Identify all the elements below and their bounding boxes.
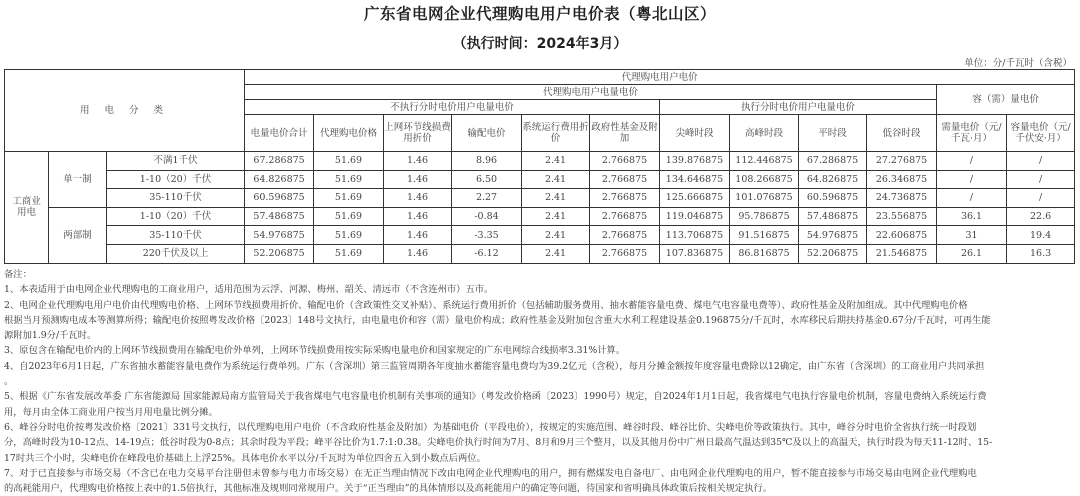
- price-cell: /: [937, 152, 1007, 171]
- voltage-cell: 1-10（20）千伏: [107, 207, 245, 226]
- group-header-tou: 执行分时电价用户电量电价: [660, 100, 937, 115]
- category-header: 用 电 分 类: [5, 70, 245, 152]
- price-cell: 26.1: [937, 244, 1007, 263]
- price-cell: /: [1007, 189, 1075, 208]
- price-cell: 22.606875: [867, 226, 937, 245]
- price-cell: 21.546875: [867, 244, 937, 263]
- price-cell: 1.46: [384, 152, 452, 171]
- price-cell: 134.646875: [660, 170, 730, 189]
- category-cell: 工商业用电: [5, 152, 49, 264]
- price-cell: 67.286875: [245, 152, 314, 171]
- column-header: 输配电价: [452, 115, 522, 152]
- price-cell: 2.766875: [590, 207, 660, 226]
- price-cell: 2.766875: [590, 244, 660, 263]
- voltage-cell: 1-10（20）千伏: [107, 170, 245, 189]
- price-cell: 1.46: [384, 244, 452, 263]
- price-cell: 1.46: [384, 170, 452, 189]
- price-cell: 2.41: [522, 226, 590, 245]
- note-line: 源附加1.9分/千瓦时。: [4, 330, 97, 342]
- table-row: [5, 170, 1075, 189]
- price-cell: -6.12: [452, 244, 522, 263]
- price-cell: 2.766875: [590, 226, 660, 245]
- price-cell: 2.41: [522, 170, 590, 189]
- price-cell: 26.346875: [867, 170, 937, 189]
- tariff-type-cell: 两部制: [49, 207, 107, 263]
- price-cell: /: [937, 170, 1007, 189]
- notes-section: [4, 267, 1076, 496]
- price-cell: 2.27: [452, 189, 522, 208]
- column-header: 尖峰时段: [660, 115, 730, 152]
- price-cell: 16.3: [1007, 244, 1075, 263]
- price-cell: 52.206875: [799, 244, 867, 263]
- page-title: 广东省电网企业代理购电用户电价表（粤北山区）: [363, 5, 716, 23]
- price-cell: 1.46: [384, 207, 452, 226]
- price-cell: 2.766875: [590, 170, 660, 189]
- price-cell: 91.516875: [730, 226, 799, 245]
- price-cell: 1.46: [384, 226, 452, 245]
- price-cell: 2.41: [522, 152, 590, 171]
- notes-heading: 备注：: [4, 269, 32, 280]
- price-cell: 8.96: [452, 152, 522, 171]
- price-cell: 125.666875: [660, 189, 730, 208]
- price-cell: 51.69: [314, 152, 384, 171]
- tariff-type-cell: 单一制: [49, 152, 107, 208]
- column-header: 平时段: [799, 115, 867, 152]
- price-cell: /: [937, 189, 1007, 208]
- price-cell: 57.486875: [245, 207, 314, 226]
- price-cell: /: [1007, 170, 1075, 189]
- column-header: 系统运行费用折价: [522, 115, 590, 152]
- group-header-top: 代理购电用户电价: [245, 70, 1075, 85]
- price-cell: 119.046875: [660, 207, 730, 226]
- note-line: 根据当月预测购电成本等测算所得；输配电价按照粤发改价格〔2023〕148号文执行，由电量电价和容（需）量电价构成；政府性基金及附加包含重大水利工程建设基金0.196875分/千瓦时，水库移民后期扶持基金0.67分/千瓦时，可再生能: [4, 314, 991, 326]
- price-cell: 36.1: [937, 207, 1007, 226]
- note-line: 。: [4, 376, 14, 388]
- price-cell: 60.596875: [799, 189, 867, 208]
- note-line: 17时共三个小时，尖峰电价在峰段电价基础上上浮25%。具体电价水平以分/千瓦时为单位四舍五入到小数点后两位。: [4, 452, 486, 464]
- price-cell: 1.46: [384, 189, 452, 208]
- unit-label: 单位：分/千瓦时（含税）: [964, 58, 1072, 69]
- price-cell: -3.35: [452, 226, 522, 245]
- price-cell: 51.69: [314, 170, 384, 189]
- price-cell: 95.786875: [730, 207, 799, 226]
- voltage-cell: 35-110千伏: [107, 189, 245, 208]
- price-cell: 108.266875: [730, 170, 799, 189]
- price-cell: 54.976875: [245, 226, 314, 245]
- price-cell: 6.50: [452, 170, 522, 189]
- group-header-no-tou: 不执行分时电价用户电量电价: [245, 100, 660, 115]
- price-cell: 51.69: [314, 207, 384, 226]
- price-cell: 86.816875: [730, 244, 799, 263]
- price-cell: 2.41: [522, 189, 590, 208]
- price-cell: 64.826875: [799, 170, 867, 189]
- price-cell: 2.41: [522, 207, 590, 226]
- price-cell: 54.976875: [799, 226, 867, 245]
- price-cell: 57.486875: [799, 207, 867, 226]
- price-cell: 19.4: [1007, 226, 1075, 245]
- column-header: 高峰时段: [730, 115, 799, 152]
- note-line: 5、根据《广东省发展改革委 广东省能源局 国家能源局南方监管局关于我省煤电气电容量电价机制有关事项的通知》（粤发改价格函〔2023〕1990号）规定，自2024年1月1日起，我省煤电气电执行容量电价机制，容量电费纳入系统运行费: [4, 391, 987, 403]
- price-cell: 67.286875: [799, 152, 867, 171]
- voltage-cell: 220千伏及以上: [107, 244, 245, 263]
- column-header: 政府性基金及附加: [590, 115, 660, 152]
- table-row: [5, 244, 1075, 263]
- note-line: 7、对于已直接参与市场交易（不含已在电力交易平台注册但未曾参与电力市场交易）在无正当理由情况下改由电网企业代理购电的用户，拥有燃煤发电自备电厂、由电网企业代理购电的用户，暂不能直接参与市场交易由电网企业代理购电: [4, 467, 977, 479]
- price-cell: 31: [937, 226, 1007, 245]
- price-cell: 60.596875: [245, 189, 314, 208]
- price-cell: 51.69: [314, 244, 384, 263]
- group-header-capacity: 容（需）量电价: [937, 85, 1075, 115]
- group-header-energy: 代理购电用户电量电价: [245, 85, 937, 100]
- price-cell: -0.84: [452, 207, 522, 226]
- price-cell: 139.876875: [660, 152, 730, 171]
- table-row: [5, 207, 1075, 226]
- table-row: [5, 189, 1075, 208]
- voltage-cell: 35-110千伏: [107, 226, 245, 245]
- column-header: 上网环节线损费用折价: [384, 115, 452, 152]
- price-cell: 112.446875: [730, 152, 799, 171]
- table-row: [5, 152, 1075, 171]
- note-line: 2、电网企业代理购电用户电价由代理购电价格、上网环节线损费用折价、输配电价（含政策性交叉补贴）、系统运行费用折价（包括辅助服务费用、抽水蓄能容量电费、煤电气电容量电费等）、政府性基金及附加组成。其中代理购电价格: [4, 299, 968, 311]
- price-cell: 113.706875: [660, 226, 730, 245]
- voltage-cell: 不满1千伏: [107, 152, 245, 171]
- column-header: 容量电价（元/千伏安·月）: [1007, 115, 1075, 152]
- price-cell: 23.556875: [867, 207, 937, 226]
- note-line: 用，每月由全体工商业用户按当月用电量比例分摊。: [4, 406, 218, 418]
- price-cell: 51.69: [314, 226, 384, 245]
- price-cell: /: [1007, 152, 1075, 171]
- table-row: [5, 226, 1075, 245]
- note-line: 的高耗能用户，代理购电价格按上表中的1.5倍执行，其他标准及规则同常规用户。关于“正当理由”的具体情形以及高耗能用户的确定等问题，待国家和省明确具体政策后按相关规定执行。: [4, 483, 773, 495]
- column-header: 代理购电价格: [314, 115, 384, 152]
- price-cell: 22.6: [1007, 207, 1075, 226]
- price-table: [4, 69, 1075, 264]
- note-line: 6、峰谷分时电价按粤发改价格〔2021〕331号文执行，以代理购电用户电价（不含政府性基金及附加）为基础电价（平段电价），按规定的实施范围、峰谷时段、峰谷比价、尖峰电价等政策执行。其中，峰谷分时电价全省执行统一时段划: [4, 421, 977, 433]
- price-cell: 2.41: [522, 244, 590, 263]
- note-line: 分，高峰时段为10-12点、14-19点；低谷时段为0-8点；其余时段为平段；峰平谷比价为1.7:1:0.38。尖峰电价执行时间为7月、8月和9月三个整月，以及其他月份中广州日最高气温达到35℃及以上的高温天，执行时段为每天11-12时、15-: [4, 437, 993, 449]
- price-cell: 101.076875: [730, 189, 799, 208]
- note-line: 1、本表适用于由电网企业代理购电的工商业用户，适用范围为云浮、河源、梅州、韶关、清远市（不含连州市）五市。: [4, 284, 494, 296]
- price-cell: 64.826875: [245, 170, 314, 189]
- price-cell: 107.836875: [660, 244, 730, 263]
- note-line: 3、原包含在输配电价内的上网环节线损费用在输配电价外单列，上网环节线损费用按实际采购电量电价和国家规定的广东电网综合线损率3.31%计算。: [4, 345, 626, 357]
- price-cell: 2.766875: [590, 152, 660, 171]
- price-cell: 2.766875: [590, 189, 660, 208]
- price-cell: 52.206875: [245, 244, 314, 263]
- effective-date: （执行时间：2024年3月）: [452, 36, 628, 52]
- note-line: 4、自2023年6月1日起，广东省抽水蓄能容量电费作为系统运行费单列。广东（含深圳）第三监管周期各年度抽水蓄能容量电费均为39.2亿元（含税），每月分摊金额按年度容量电费除以12确定，由广东省（含深圳）的工商业用户共同承担: [4, 360, 985, 372]
- price-cell: 51.69: [314, 189, 384, 208]
- column-header: 电量电价合计: [245, 115, 314, 152]
- price-cell: 24.736875: [867, 189, 937, 208]
- column-header: 低谷时段: [867, 115, 937, 152]
- column-header: 需量电价（元/千瓦·月）: [937, 115, 1007, 152]
- price-cell: 27.276875: [867, 152, 937, 171]
